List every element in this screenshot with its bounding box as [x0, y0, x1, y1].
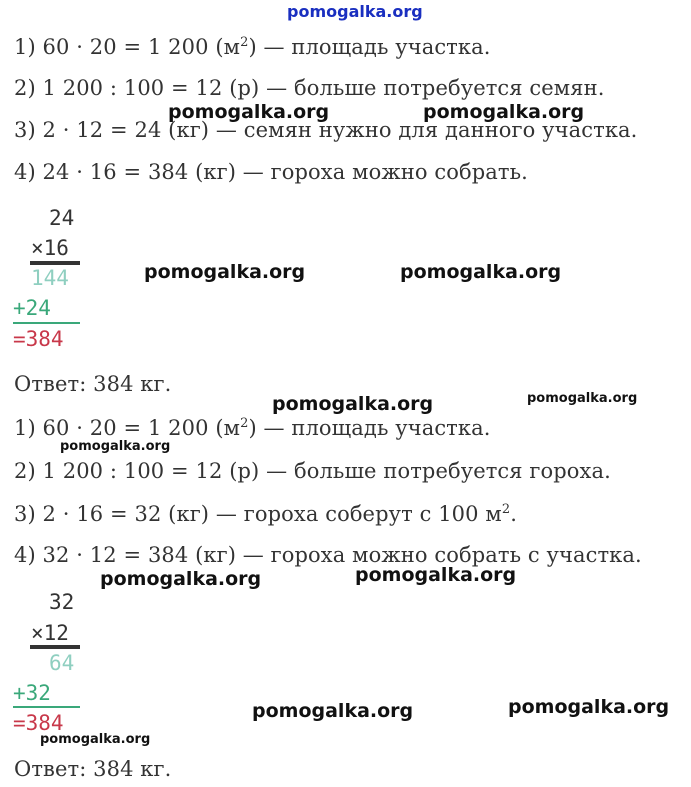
result: =384: [13, 711, 64, 735]
solution-2-step-4: 4) 32 · 12 = 384 (кг) — гороха можно собрать с участка.: [14, 543, 642, 567]
partial-product-1: 144: [31, 266, 69, 290]
result: =384: [13, 327, 64, 351]
solution-1-step-1: 1) 60 · 20 = 1 200 $(м^2)$ — площадь участка.: [14, 35, 491, 59]
answer-2: Ответ: 384 кг.: [14, 757, 172, 781]
partial-product-2: +24: [13, 296, 51, 320]
watermark: pomogalka.org: [100, 568, 262, 590]
solution-1-step-2: 2) 1 200 : 100 = 12 (р) — больше потребуется семян.: [14, 76, 605, 100]
watermark: pomogalka.org: [168, 101, 330, 123]
solution-2-step-1: 1) 60 · 20 = 1 200 $(м^2)$ — площадь участка.: [14, 416, 491, 440]
watermark: pomogalka.org: [508, 696, 670, 718]
multiplicand: 32: [49, 590, 75, 614]
watermark: pomogalka.org: [40, 732, 151, 747]
solution-2-step-3: 3) 2 · 16 = 32 (кг) — гороха соберут с 100 $м^2$.: [14, 502, 517, 526]
solution-1-step-3: 3) 2 · 12 = 24 (кг) — семян нужно для данного участка.: [14, 118, 638, 142]
multiplicand: 24: [49, 206, 75, 230]
multiplier: ×12: [31, 621, 69, 645]
solution-2-step-2: 2) 1 200 : 100 = 12 (р) — больше потребуется гороха.: [14, 459, 611, 483]
watermark: pomogalka.org: [60, 439, 171, 454]
watermark-top: pomogalka.org: [287, 2, 423, 21]
partial-product-1: 64: [49, 651, 75, 675]
watermark: pomogalka.org: [423, 101, 585, 123]
divider: [30, 645, 80, 649]
divider: [13, 322, 80, 324]
partial-product-2: +32: [13, 681, 51, 705]
watermark: pomogalka.org: [252, 700, 414, 722]
watermark: pomogalka.org: [144, 261, 306, 283]
solution-1-step-4: 4) 24 · 16 = 384 (кг) — гороха можно собрать.: [14, 160, 528, 184]
divider: [13, 706, 80, 708]
multiplier: ×16: [31, 236, 69, 260]
watermark: pomogalka.org: [272, 393, 434, 415]
watermark: pomogalka.org: [527, 391, 638, 406]
watermark: pomogalka.org: [400, 261, 562, 283]
watermark: pomogalka.org: [355, 564, 517, 586]
answer-1: Ответ: 384 кг.: [14, 372, 172, 396]
